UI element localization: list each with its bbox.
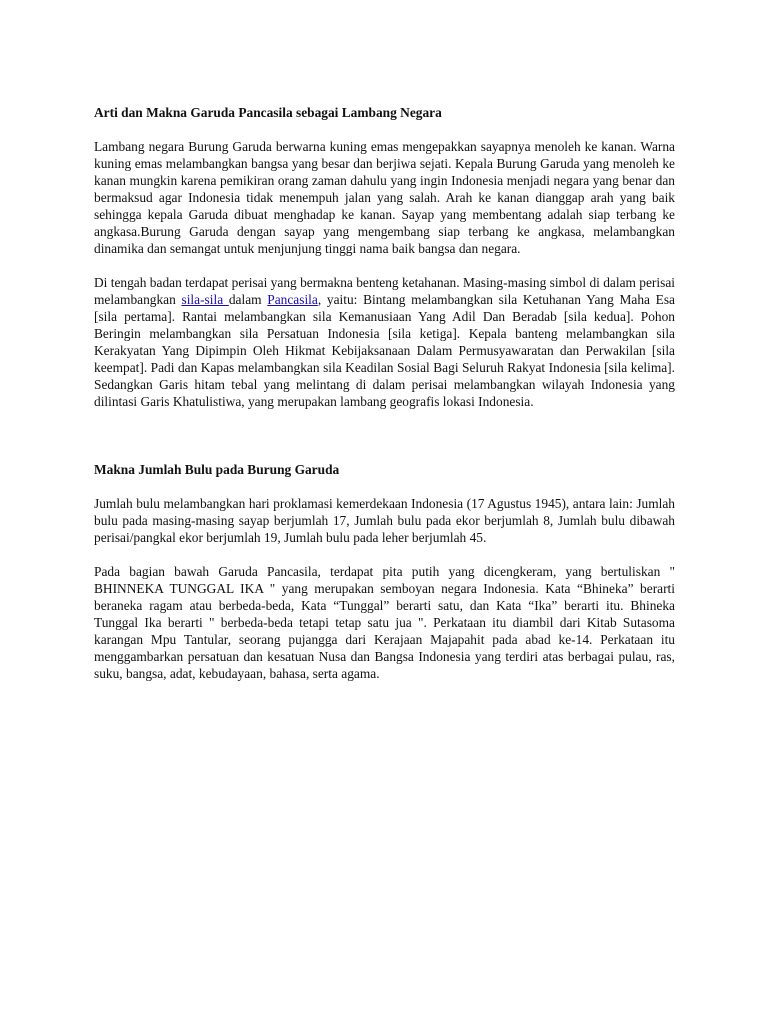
link-pancasila[interactable]: Pancasila bbox=[267, 292, 318, 307]
paragraph-bhinneka: Pada bagian bawah Garuda Pancasila, terdapat pita putih yang dicengkeram, yang bertuliskan " BHINNEKA TUNGGAL IKA " yang merupakan semboyan negara Indonesia. Kata “Bhineka” berarti beraneka ragam atau berbeda-beda, Kata “Tunggal” berarti satu, dan Kata “Ika” berarti itu. Bhineka Tunggal Ika berarti " berbeda-beda tetapi tetap satu jua ". Perkataan itu diambil dari Kitab Sutasoma karangan Mpu Tantular, seorang pujangga dari Kerajaan Majapahit pada abad ke-14. Perkataan itu menggambarkan persatuan dan kesatuan Nusa dan Bangsa Indonesia yang terdiri atas berbagai pulau, ras, suku, bangsa, adat, kebudayaan, bahasa, serta agama. bbox=[94, 564, 675, 681]
section-title-jumlah-bulu: Makna Jumlah Bulu pada Burung Garuda bbox=[94, 462, 340, 477]
paragraph-jumlah-bulu: Jumlah bulu melambangkan hari proklamasi kemerdekaan Indonesia (17 Agustus 1945), antara lain: Jumlah bulu pada masing-masing sayap berjumlah 17, Jumlah bulu pada ekor berjumlah 8, Jumlah bulu dibawah perisai/pangkal ekor berjumlah 19, Jumlah bulu pada leher berjumlah 45. bbox=[94, 496, 675, 545]
link-sila-sila[interactable]: sila-sila bbox=[181, 292, 229, 307]
paragraph-perisai-text-end: , yaitu: Bintang melambangkan sila Ketuhanan Yang Maha Esa [sila pertama]. Rantai melambangkan sila Kemanusiaan Yang Adil Dan Beradab [sila kedua]. Pohon Beringin melambangkan sila Persatuan Indonesia [sila ketiga]. Kepala banteng melambangkan sila Kerakyatan Yang Dipimpin Oleh Hikmat Kebijaksanaan Dalam Permusyawaratan dan Perwakilan [sila keempat]. Padi dan Kapas melambangkan sila Keadilan Sosial Bagi Seluruh Rakyat Indonesia [sila kelima]. Sedangkan Garis hitam tebal yang melintang di dalam perisai melambangkan wilayah Indonesia yang dilintasi Garis Khatulistiwa, yang merupakan lambang geografis lokasi Indonesia. bbox=[94, 292, 675, 409]
paragraph-perisai-text-mid: dalam bbox=[228, 292, 268, 307]
paragraph-perisai-text-start: Di tengah badan terdapat perisai yang bermakna benteng ketahanan. Masing-masing simbol di dalam perisai melambangkan bbox=[94, 275, 675, 307]
paragraph-lambang-negara: Lambang negara Burung Garuda berwarna kuning emas mengepakkan sayapnya menoleh ke kanan. Warna kuning emas melambangkan bangsa yang besar dan berjiwa sejati. Kepala Burung Garuda yang menoleh ke kanan mungkin karena pemikiran orang zaman dahulu yang ingin Indonesia menjadi negara yang benar dan bermaksud agar Indonesia tidak menempuh jalan yang salah. Arah ke kanan dianggap arah yang baik sehingga kepala Garuda dibuat menghadap ke kanan. Sayap yang membentang adalah siap terbang ke angkasa.Burung Garuda dengan sayap yang mengembang siap terbang ke angkasa, melambangkan dinamika dan semangat untuk menjunjung tinggi nama baik bangsa dan negara. bbox=[94, 139, 675, 256]
document-page bbox=[94, 104, 675, 682]
section-title-arti-makna: Arti dan Makna Garuda Pancasila sebagai Lambang Negara bbox=[94, 105, 442, 120]
paragraph-perisai bbox=[94, 274, 675, 410]
